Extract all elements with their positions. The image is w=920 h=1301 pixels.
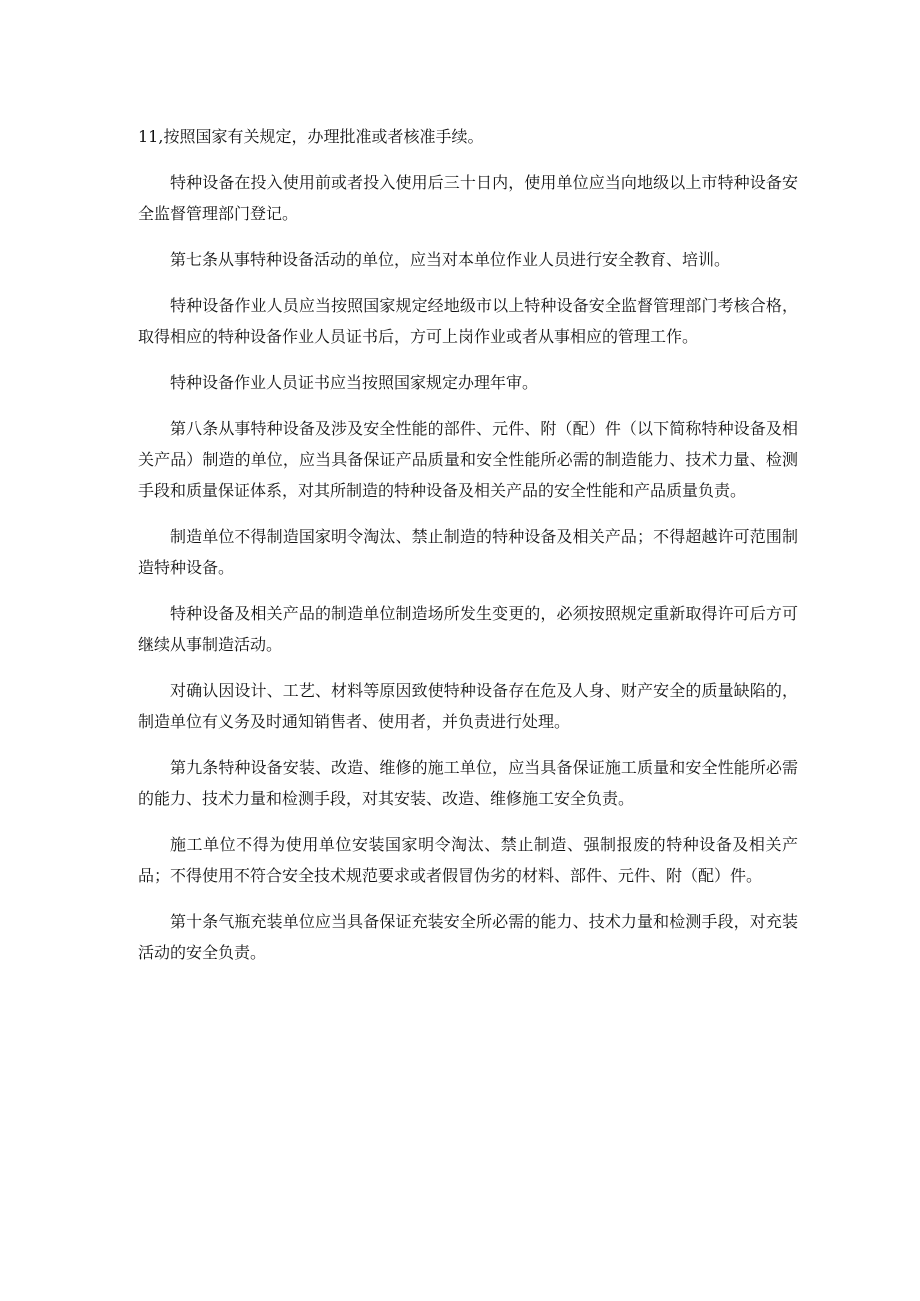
paragraph-item-11: 11,按照国家有关规定，办理批准或者核准手续。 (138, 127, 484, 146)
paragraph-operator-certification: 特种设备作业人员应当按照国家规定经地级市以上特种设备安全监督管理部门考核合格，取得相应的特种设备作业人员证书后，方可上岗作业或者从事相应的管理工作。 (138, 296, 798, 346)
paragraph-article-10: 第十条气瓶充装单位应当具备保证充装安全所必需的能力、技术力量和检测手段，对充装活动的安全负责。 (138, 912, 798, 962)
document-body (138, 121, 798, 983)
paragraph-site-change: 特种设备及相关产品的制造单位制造场所发生变更的，必须按照规定重新取得许可后方可继续从事制造活动。 (138, 604, 798, 654)
paragraph-defect-handling: 对确认因设计、工艺、材料等原因致使特种设备存在危及人身、财产安全的质量缺陷的，制造单位有义务及时通知销售者、使用者，并负责进行处理。 (138, 681, 798, 731)
paragraph-registration: 特种设备在投入使用前或者投入使用后三十日内，使用单位应当向地级以上市特种设备安全监督管理部门登记。 (138, 173, 798, 223)
paragraph-article-8: 第八条从事特种设备及涉及安全性能的部件、元件、附（配）件（以下简称特种设备及相关产品）制造的单位，应当具备保证产品质量和安全性能所必需的制造能力、技术力量、检测手段和质量保证体系，对其所制造的特种设备及相关产品的安全性能和产品质量负责。 (138, 419, 798, 500)
paragraph-certificate-annual-review: 特种设备作业人员证书应当按照国家规定办理年审。 (170, 373, 539, 392)
paragraph-article-9: 第九条特种设备安装、改造、维修的施工单位，应当具备保证施工质量和安全性能所必需的能力、技术力量和检测手段，对其安装、改造、维修施工安全负责。 (138, 758, 798, 808)
paragraph-manufacturing-prohibition: 制造单位不得制造国家明令淘汰、禁止制造的特种设备及相关产品；不得超越许可范围制造特种设备。 (138, 527, 798, 577)
paragraph-article-7: 第七条从事特种设备活动的单位，应当对本单位作业人员进行安全教育、培训。 (170, 250, 731, 269)
paragraph-installation-prohibition: 施工单位不得为使用单位安装国家明令淘汰、禁止制造、强制报废的特种设备及相关产品；不得使用不符合安全技术规范要求或者假冒伪劣的材料、部件、元件、附（配）件。 (138, 835, 798, 885)
